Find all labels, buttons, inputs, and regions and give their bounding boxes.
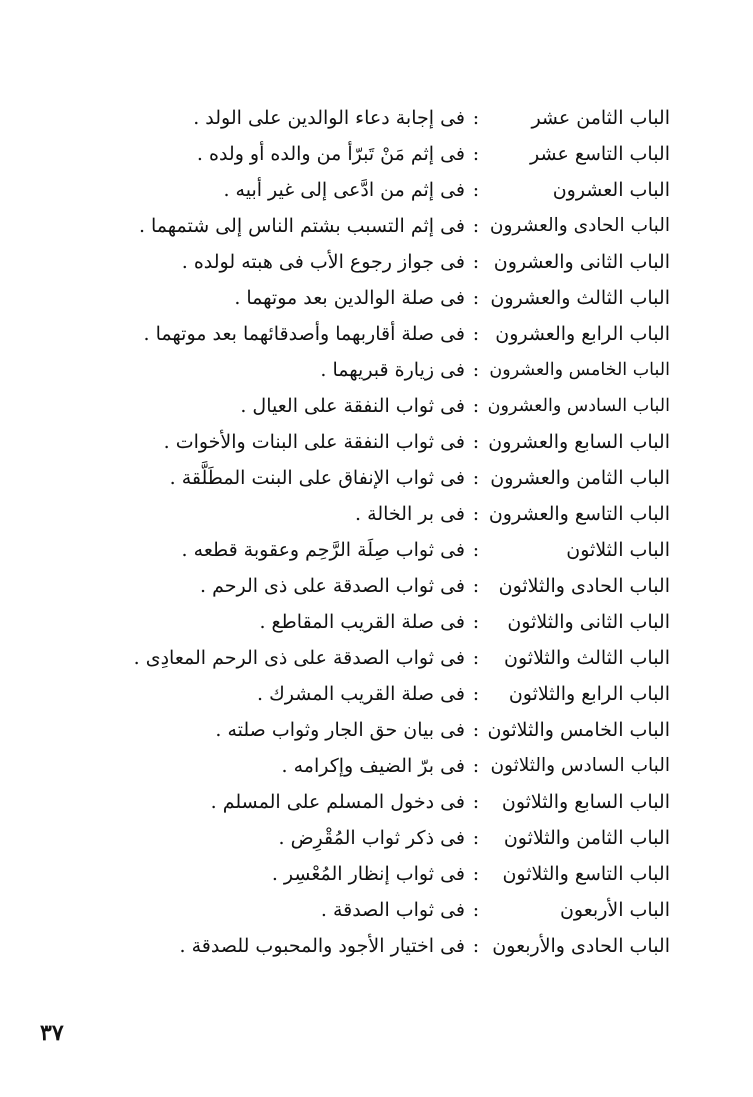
toc-entry [90, 496, 670, 532]
separator-colon: : [472, 539, 480, 561]
chapter-title: فى صلة أقاربهما وأصدقائهما بعد موتهما . [143, 323, 465, 345]
toc-entry [90, 604, 670, 640]
chapter-title: فى ذكر ثواب المُقْرِض . [278, 827, 465, 849]
chapter-label: الباب السابع والعشرون [488, 431, 670, 453]
toc-entry [90, 748, 670, 784]
separator-colon: : [472, 575, 480, 597]
chapter-label: الباب التاسع والثلاثون [502, 863, 670, 885]
toc-entry [90, 208, 670, 244]
chapter-label: الباب الثامن عشر [531, 107, 670, 129]
separator-colon: : [472, 719, 480, 741]
chapter-title: فى إثم التسبب بشتم الناس إلى شتمهما . [138, 215, 465, 237]
chapter-label: الباب السادس والثلاثون [490, 755, 670, 776]
separator-colon: : [472, 467, 480, 489]
separator-colon: : [472, 179, 480, 201]
toc-entry [90, 568, 670, 604]
chapter-title: فى ثواب إنظار المُعْسِر . [271, 863, 465, 885]
chapter-label: الباب الرابع والثلاثون [508, 683, 670, 705]
chapter-title: فى ثواب الصدقة على ذى الرحم . [200, 575, 465, 597]
separator-colon: : [472, 863, 480, 885]
toc-entry [90, 280, 670, 316]
chapter-label: الباب الثالث والعشرون [490, 287, 670, 309]
chapter-title: فى جواز رجوع الأب فى هبته لولده . [181, 251, 465, 273]
toc-entry [90, 712, 670, 748]
chapter-label: الباب الثانى والثلاثون [507, 611, 670, 633]
chapter-title: فى برّ الضيف وإكرامه . [281, 755, 465, 777]
chapter-label: الباب السابع والثلاثون [501, 791, 670, 813]
chapter-label: الباب الخامس والعشرون [489, 360, 670, 380]
chapter-title: فى بر الخالة . [355, 503, 465, 525]
chapter-title: فى زيارة قبريهما . [320, 359, 465, 381]
toc-entry [90, 352, 670, 388]
separator-colon: : [472, 935, 480, 957]
separator-colon: : [472, 647, 480, 669]
toc-entry [90, 640, 670, 676]
chapter-title: فى ثواب الإنفاق على البنت المطَلَّقة . [169, 467, 465, 489]
separator-colon: : [472, 755, 480, 777]
chapter-title: فى ثواب النفقة على البنات والأخوات . [163, 431, 465, 453]
chapter-title: فى إجابة دعاء الوالدين على الولد . [193, 107, 465, 129]
toc-entry [90, 172, 670, 208]
toc-entry [90, 388, 670, 424]
chapter-label: الباب الحادى والعشرون [489, 215, 670, 236]
chapter-label: الباب الحادى والثلاثون [498, 575, 670, 597]
chapter-label: الباب الثالث والثلاثون [504, 647, 670, 669]
separator-colon: : [472, 395, 480, 417]
toc-entry [90, 100, 670, 136]
separator-colon: : [472, 503, 480, 525]
toc-entry [90, 856, 670, 892]
chapter-title: فى إثم مَنْ تَبرّأ من والده أو ولده . [196, 143, 465, 165]
separator-colon: : [472, 359, 480, 381]
toc-entry [90, 136, 670, 172]
chapter-label: الباب الخامس والثلاثون [487, 719, 670, 741]
separator-colon: : [472, 215, 480, 237]
chapter-label: الباب الثامن والثلاثون [503, 827, 670, 849]
separator-colon: : [472, 143, 480, 165]
chapter-title: فى اختيار الأجود والمحبوب للصدقة . [179, 935, 465, 957]
toc-entry [90, 820, 670, 856]
chapter-title: فى إثم من ادَّعى إلى غير أبيه . [223, 179, 465, 201]
toc-entry [90, 244, 670, 280]
separator-colon: : [472, 611, 480, 633]
separator-colon: : [472, 827, 480, 849]
chapter-label: الباب الرابع والعشرون [495, 323, 670, 345]
chapter-label: الباب العشرون [552, 179, 670, 201]
chapter-label: الباب الثامن والعشرون [490, 467, 670, 489]
chapter-title: فى صلة القريب المقاطع . [259, 611, 465, 633]
separator-colon: : [472, 323, 480, 345]
chapter-title: فى ثواب النفقة على العيال . [240, 395, 465, 417]
chapter-label: الباب التاسع والعشرون [488, 503, 670, 525]
chapter-label: الباب التاسع عشر [530, 143, 670, 165]
page-number: ٣٧ [40, 1020, 64, 1046]
chapter-title: فى دخول المسلم على المسلم . [210, 791, 465, 813]
chapter-label: الباب السادس والعشرون [487, 396, 670, 416]
chapter-label: الباب الأربعون [559, 899, 670, 921]
chapter-title: فى صلة الوالدين بعد موتهما . [234, 287, 465, 309]
toc-entry [90, 532, 670, 568]
toc-entry [90, 424, 670, 460]
separator-colon: : [472, 107, 480, 129]
separator-colon: : [472, 683, 480, 705]
toc-entry [90, 928, 670, 964]
separator-colon: : [472, 287, 480, 309]
chapter-title: فى بيان حق الجار وثواب صلته . [215, 719, 465, 741]
toc-entry [90, 784, 670, 820]
chapter-title: فى صلة القريب المشرك . [257, 683, 465, 705]
separator-colon: : [472, 431, 480, 453]
separator-colon: : [472, 899, 480, 921]
separator-colon: : [472, 251, 480, 273]
toc-entry [90, 316, 670, 352]
separator-colon: : [472, 791, 480, 813]
toc-entry [90, 676, 670, 712]
toc-entry [90, 460, 670, 496]
toc-entry [90, 892, 670, 928]
table-of-contents [90, 100, 670, 964]
chapter-label: الباب الحادى والأربعون [492, 935, 670, 957]
chapter-label: الباب الثانى والعشرون [493, 251, 670, 273]
chapter-label: الباب الثلاثون [566, 539, 670, 561]
chapter-title: فى ثواب صِلَة الرَّحِم وعقوبة قطعه . [181, 539, 465, 561]
chapter-title: فى ثواب الصدقة على ذى الرحم المعادِى . [133, 647, 465, 669]
chapter-title: فى ثواب الصدقة . [320, 899, 465, 921]
